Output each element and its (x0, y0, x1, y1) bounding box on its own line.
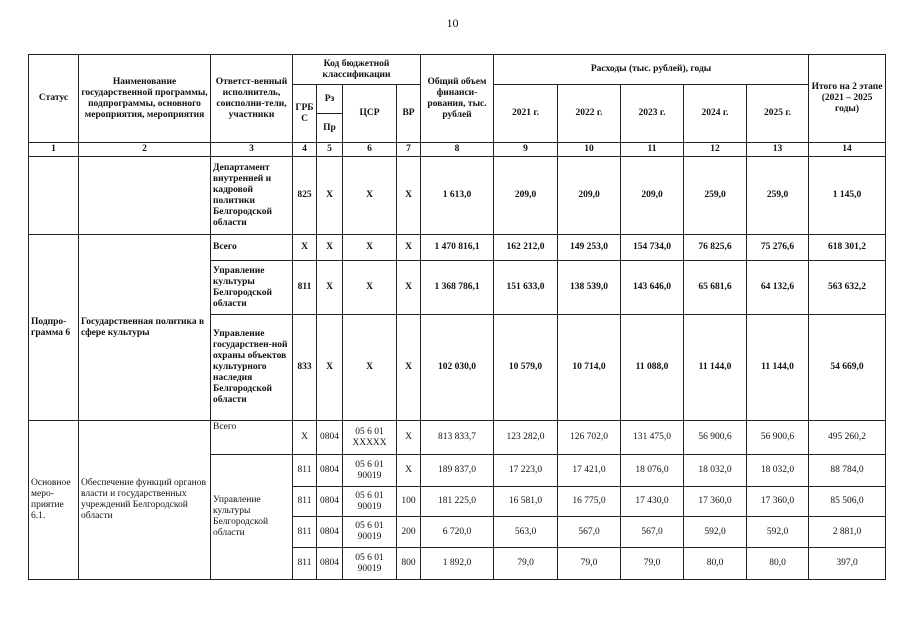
header-grbs: ГРБ С (293, 85, 317, 143)
grbs-cell: 811 (293, 548, 317, 580)
csr-cell: Х (343, 261, 397, 315)
name-cell (79, 157, 211, 235)
vr-cell: Х (397, 235, 421, 261)
total-cell: 1 368 786,1 (421, 261, 494, 315)
header-2024: 2024 г. (684, 85, 747, 143)
total-cell: 6 720,0 (421, 517, 494, 548)
vr-cell: Х (397, 455, 421, 487)
rz-cell: Х (317, 315, 343, 421)
index-cell: 7 (397, 143, 421, 157)
y2025-cell: 17 360,0 (747, 487, 809, 517)
total-cell: 181 225,0 (421, 487, 494, 517)
header-expenses: Расходы (тыс. рублей), годы (494, 55, 809, 85)
sum-cell: 563 632,2 (809, 261, 886, 315)
y2025-cell: 80,0 (747, 548, 809, 580)
grbs-cell: 811 (293, 487, 317, 517)
header-2022: 2022 г. (558, 85, 621, 143)
sum-cell: 618 301,2 (809, 235, 886, 261)
y2022-cell: 567,0 (558, 517, 621, 548)
index-row (29, 143, 886, 157)
sum-cell: 85 506,0 (809, 487, 886, 517)
rz-cell: 0804 (317, 487, 343, 517)
budget-table (28, 54, 886, 580)
y2024-cell: 18 032,0 (684, 455, 747, 487)
index-cell: 6 (343, 143, 397, 157)
sum-cell: 397,0 (809, 548, 886, 580)
index-cell: 10 (558, 143, 621, 157)
header-status: Статус (29, 55, 79, 143)
rz-cell: 0804 (317, 548, 343, 580)
header-2021: 2021 г. (494, 85, 558, 143)
table-row (29, 235, 886, 261)
index-cell: 14 (809, 143, 886, 157)
index-cell: 4 (293, 143, 317, 157)
index-cell: 12 (684, 143, 747, 157)
responsible-cell: Департамент внутренней и кадровой политики Белгородской области (211, 157, 293, 235)
y2023-cell: 567,0 (621, 517, 684, 548)
y2023-cell: 11 088,0 (621, 315, 684, 421)
y2021-cell: 10 579,0 (494, 315, 558, 421)
rz-cell: 0804 (317, 517, 343, 548)
y2021-cell: 162 212,0 (494, 235, 558, 261)
y2024-cell: 80,0 (684, 548, 747, 580)
vr-cell: Х (397, 421, 421, 455)
responsible-cell: Всего (211, 421, 293, 455)
table-row (29, 157, 886, 235)
vr-cell: Х (397, 157, 421, 235)
csr-cell: 05 6 01 ХХХХХ (343, 421, 397, 455)
responsible-cell: Управление культуры Белгородской области (211, 261, 293, 315)
responsible-cell: Управление государствен-ной охраны объектов культурного наследия Белгородской области (211, 315, 293, 421)
index-cell: 9 (494, 143, 558, 157)
sum-cell: 2 881,0 (809, 517, 886, 548)
grbs-cell: Х (293, 235, 317, 261)
y2022-cell: 79,0 (558, 548, 621, 580)
header-budget-code: Код бюджетной классификации (293, 55, 421, 85)
y2021-cell: 151 633,0 (494, 261, 558, 315)
sum-cell: 54 669,0 (809, 315, 886, 421)
total-cell: 813 833,7 (421, 421, 494, 455)
index-cell: 1 (29, 143, 79, 157)
responsible-cell: Управление культуры Белгородской области (211, 455, 293, 580)
csr-cell: Х (343, 315, 397, 421)
y2024-cell: 65 681,6 (684, 261, 747, 315)
y2021-cell: 17 223,0 (494, 455, 558, 487)
rz-cell: 0804 (317, 455, 343, 487)
status-cell: Подпро-грамма 6 (29, 235, 79, 421)
y2024-cell: 592,0 (684, 517, 747, 548)
y2022-cell: 17 421,0 (558, 455, 621, 487)
sum-cell: 495 260,2 (809, 421, 886, 455)
grbs-cell: 811 (293, 261, 317, 315)
y2021-cell: 563,0 (494, 517, 558, 548)
vr-cell: 800 (397, 548, 421, 580)
y2021-cell: 79,0 (494, 548, 558, 580)
index-cell: 5 (317, 143, 343, 157)
sum-cell: 88 784,0 (809, 455, 886, 487)
y2024-cell: 17 360,0 (684, 487, 747, 517)
y2024-cell: 11 144,0 (684, 315, 747, 421)
header-row-1 (29, 55, 886, 85)
status-cell: Основное меро-приятие 6.1. (29, 421, 79, 580)
y2023-cell: 17 430,0 (621, 487, 684, 517)
total-cell: 1 613,0 (421, 157, 494, 235)
csr-cell: 05 6 01 90019 (343, 487, 397, 517)
total-cell: 102 030,0 (421, 315, 494, 421)
csr-cell: 05 6 01 90019 (343, 548, 397, 580)
y2024-cell: 56 900,6 (684, 421, 747, 455)
csr-cell: 05 6 01 90019 (343, 517, 397, 548)
rz-cell: Х (317, 261, 343, 315)
header-2023: 2023 г. (621, 85, 684, 143)
csr-cell: Х (343, 235, 397, 261)
responsible-cell: Всего (211, 235, 293, 261)
y2024-cell: 76 825,6 (684, 235, 747, 261)
name-cell: Обеспечение функций органов власти и государственных учреждений Белгородской области (79, 421, 211, 580)
total-cell: 1 470 816,1 (421, 235, 494, 261)
vr-cell: Х (397, 261, 421, 315)
header-rz: Рз (317, 85, 342, 114)
y2022-cell: 10 714,0 (558, 315, 621, 421)
grbs-cell: 825 (293, 157, 317, 235)
name-cell: Государственная политика в сфере культуры (79, 235, 211, 421)
total-cell: 1 892,0 (421, 548, 494, 580)
y2023-cell: 209,0 (621, 157, 684, 235)
y2022-cell: 16 775,0 (558, 487, 621, 517)
page-number: 10 (446, 16, 459, 30)
header-result: Итого на 2 этапе (2021 – 2025 годы) (809, 55, 886, 143)
y2023-cell: 154 734,0 (621, 235, 684, 261)
y2024-cell: 259,0 (684, 157, 747, 235)
y2025-cell: 64 132,6 (747, 261, 809, 315)
y2022-cell: 126 702,0 (558, 421, 621, 455)
vr-cell: 100 (397, 487, 421, 517)
y2022-cell: 149 253,0 (558, 235, 621, 261)
y2025-cell: 18 032,0 (747, 455, 809, 487)
header-responsible: Ответст-венный исполнитель, соисполни-тели, участники (211, 55, 293, 143)
grbs-cell: 811 (293, 517, 317, 548)
header-vr: ВР (397, 85, 421, 143)
vr-cell: Х (397, 315, 421, 421)
y2022-cell: 138 539,0 (558, 261, 621, 315)
grbs-cell: Х (293, 421, 317, 455)
y2025-cell: 75 276,6 (747, 235, 809, 261)
header-csr: ЦСР (343, 85, 397, 143)
y2021-cell: 16 581,0 (494, 487, 558, 517)
status-cell (29, 157, 79, 235)
y2023-cell: 143 646,0 (621, 261, 684, 315)
y2025-cell: 11 144,0 (747, 315, 809, 421)
rz-cell: 0804 (317, 421, 343, 455)
vr-cell: 200 (397, 517, 421, 548)
y2023-cell: 79,0 (621, 548, 684, 580)
header-name: Наименование государственной программы, подпрограммы, основного мероприятия, мероприятия (79, 55, 211, 143)
index-cell: 3 (211, 143, 293, 157)
rz-cell: Х (317, 235, 343, 261)
csr-cell: Х (343, 157, 397, 235)
header-total-volume: Общий объем финанси-рования, тыс. рублей (421, 55, 494, 143)
y2023-cell: 131 475,0 (621, 421, 684, 455)
csr-cell: 05 6 01 90019 (343, 455, 397, 487)
grbs-cell: 811 (293, 455, 317, 487)
y2025-cell: 259,0 (747, 157, 809, 235)
index-cell: 11 (621, 143, 684, 157)
y2025-cell: 56 900,6 (747, 421, 809, 455)
grbs-cell: 833 (293, 315, 317, 421)
header-2025: 2025 г. (747, 85, 809, 143)
header-rz-pr (317, 85, 343, 143)
y2025-cell: 592,0 (747, 517, 809, 548)
header-pr: Пр (323, 123, 336, 133)
total-cell: 189 837,0 (421, 455, 494, 487)
y2021-cell: 123 282,0 (494, 421, 558, 455)
y2022-cell: 209,0 (558, 157, 621, 235)
table-row (29, 421, 886, 455)
index-cell: 2 (79, 143, 211, 157)
y2023-cell: 18 076,0 (621, 455, 684, 487)
index-cell: 8 (421, 143, 494, 157)
index-cell: 13 (747, 143, 809, 157)
y2021-cell: 209,0 (494, 157, 558, 235)
sum-cell: 1 145,0 (809, 157, 886, 235)
rz-cell: Х (317, 157, 343, 235)
